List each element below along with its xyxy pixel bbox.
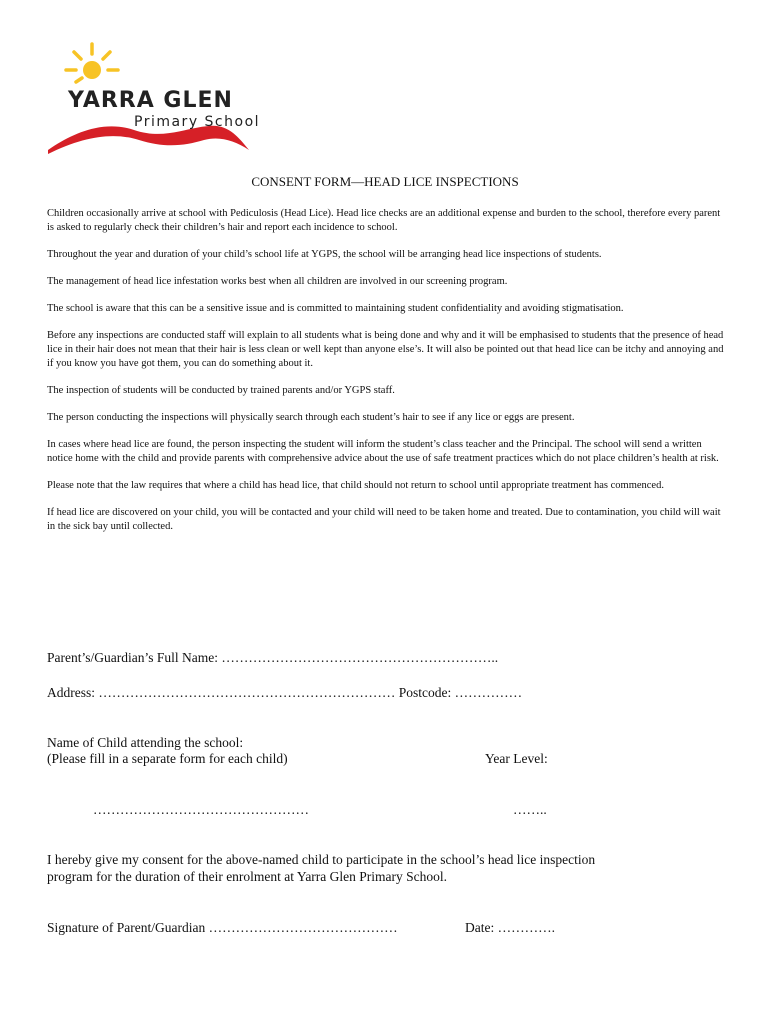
date-field[interactable]: Date: …………. bbox=[465, 920, 555, 935]
year-level-field[interactable]: …….. bbox=[513, 802, 547, 817]
paragraph: The person conducting the inspections will physically search through each student’s hair to see if any lice or eggs are present. bbox=[47, 412, 575, 423]
consent-statement-line2: program for the duration of their enrolment at Yarra Glen Primary School. bbox=[47, 869, 448, 884]
school-logo bbox=[44, 40, 284, 162]
paragraph: The school is aware that this can be a sensitive issue and is committed to maintaining student confidentiality and avoiding stigmatisation. bbox=[47, 303, 624, 314]
paragraph: The management of head lice infestation works best when all children are involved in our screening program. bbox=[47, 276, 508, 287]
paragraph: Throughout the year and duration of your child’s school life at YGPS, the school will be arranging head lice inspections of students. bbox=[47, 249, 602, 260]
paragraph: Please note that the law requires that where a child has head lice, that child should not return to school until appropriate treatment has commenced. bbox=[47, 480, 664, 491]
year-level-label: Year Level: bbox=[485, 751, 548, 766]
paragraph: Before any inspections are conducted staff will explain to all students what is being done and why and it will be emphasised to students that the presence of head lice in their hair does not mean that their hair is less clean or well kept than anyone else’s. It will also be pointed out that head lice can be itchy and annoying and if you know you have got them, you can do something about it. bbox=[47, 330, 724, 369]
signature-field[interactable]: Signature of Parent/Guardian …………………………………… bbox=[47, 920, 398, 935]
form-title: CONSENT FORM—HEAD LICE INSPECTIONS bbox=[251, 174, 519, 189]
child-name-label: Name of Child attending the school: bbox=[47, 735, 244, 750]
child-name-note: (Please fill in a separate form for each child) bbox=[47, 751, 288, 766]
red-wave-shape bbox=[48, 126, 249, 154]
logo-school-subtitle: Primary School bbox=[134, 114, 261, 130]
paragraph: In cases where head lice are found, the person inspecting the student will inform the student’s class teacher and the Principal. The school will send a written notice home with the child and provide parents with comprehensive advice about the use of safe treatment practices which do not place children’s health at risk. bbox=[47, 439, 719, 464]
paragraph: If head lice are discovered on your child, you will be contacted and your child will need to be taken home and treated. Due to contamination, you child will wait in the sick bay until collected. bbox=[47, 507, 721, 532]
parent-name-field[interactable]: Parent’s/Guardian’s Full Name: …………………………………………………….. bbox=[47, 650, 499, 665]
consent-statement-line1: I hereby give my consent for the above-named child to participate in the school’s head lice inspection bbox=[47, 852, 596, 867]
sun-icon bbox=[66, 44, 118, 82]
form-body-text bbox=[47, 207, 727, 547]
paragraph: The inspection of students will be conducted by trained parents and/or YGPS staff. bbox=[47, 385, 395, 396]
address-field[interactable]: Address: ………………………………………………………… Postcode: …………… bbox=[47, 685, 523, 700]
child-name-field[interactable]: ………………………………………… bbox=[93, 802, 309, 817]
logo-school-name: YARRA GLEN bbox=[68, 88, 233, 113]
paragraph: Children occasionally arrive at school with Pediculosis (Head Lice). Head lice checks are an additional expense and burden to the school, therefore every parent is asked to regularly check their children’s hair and report each incidence to school. bbox=[47, 208, 721, 233]
